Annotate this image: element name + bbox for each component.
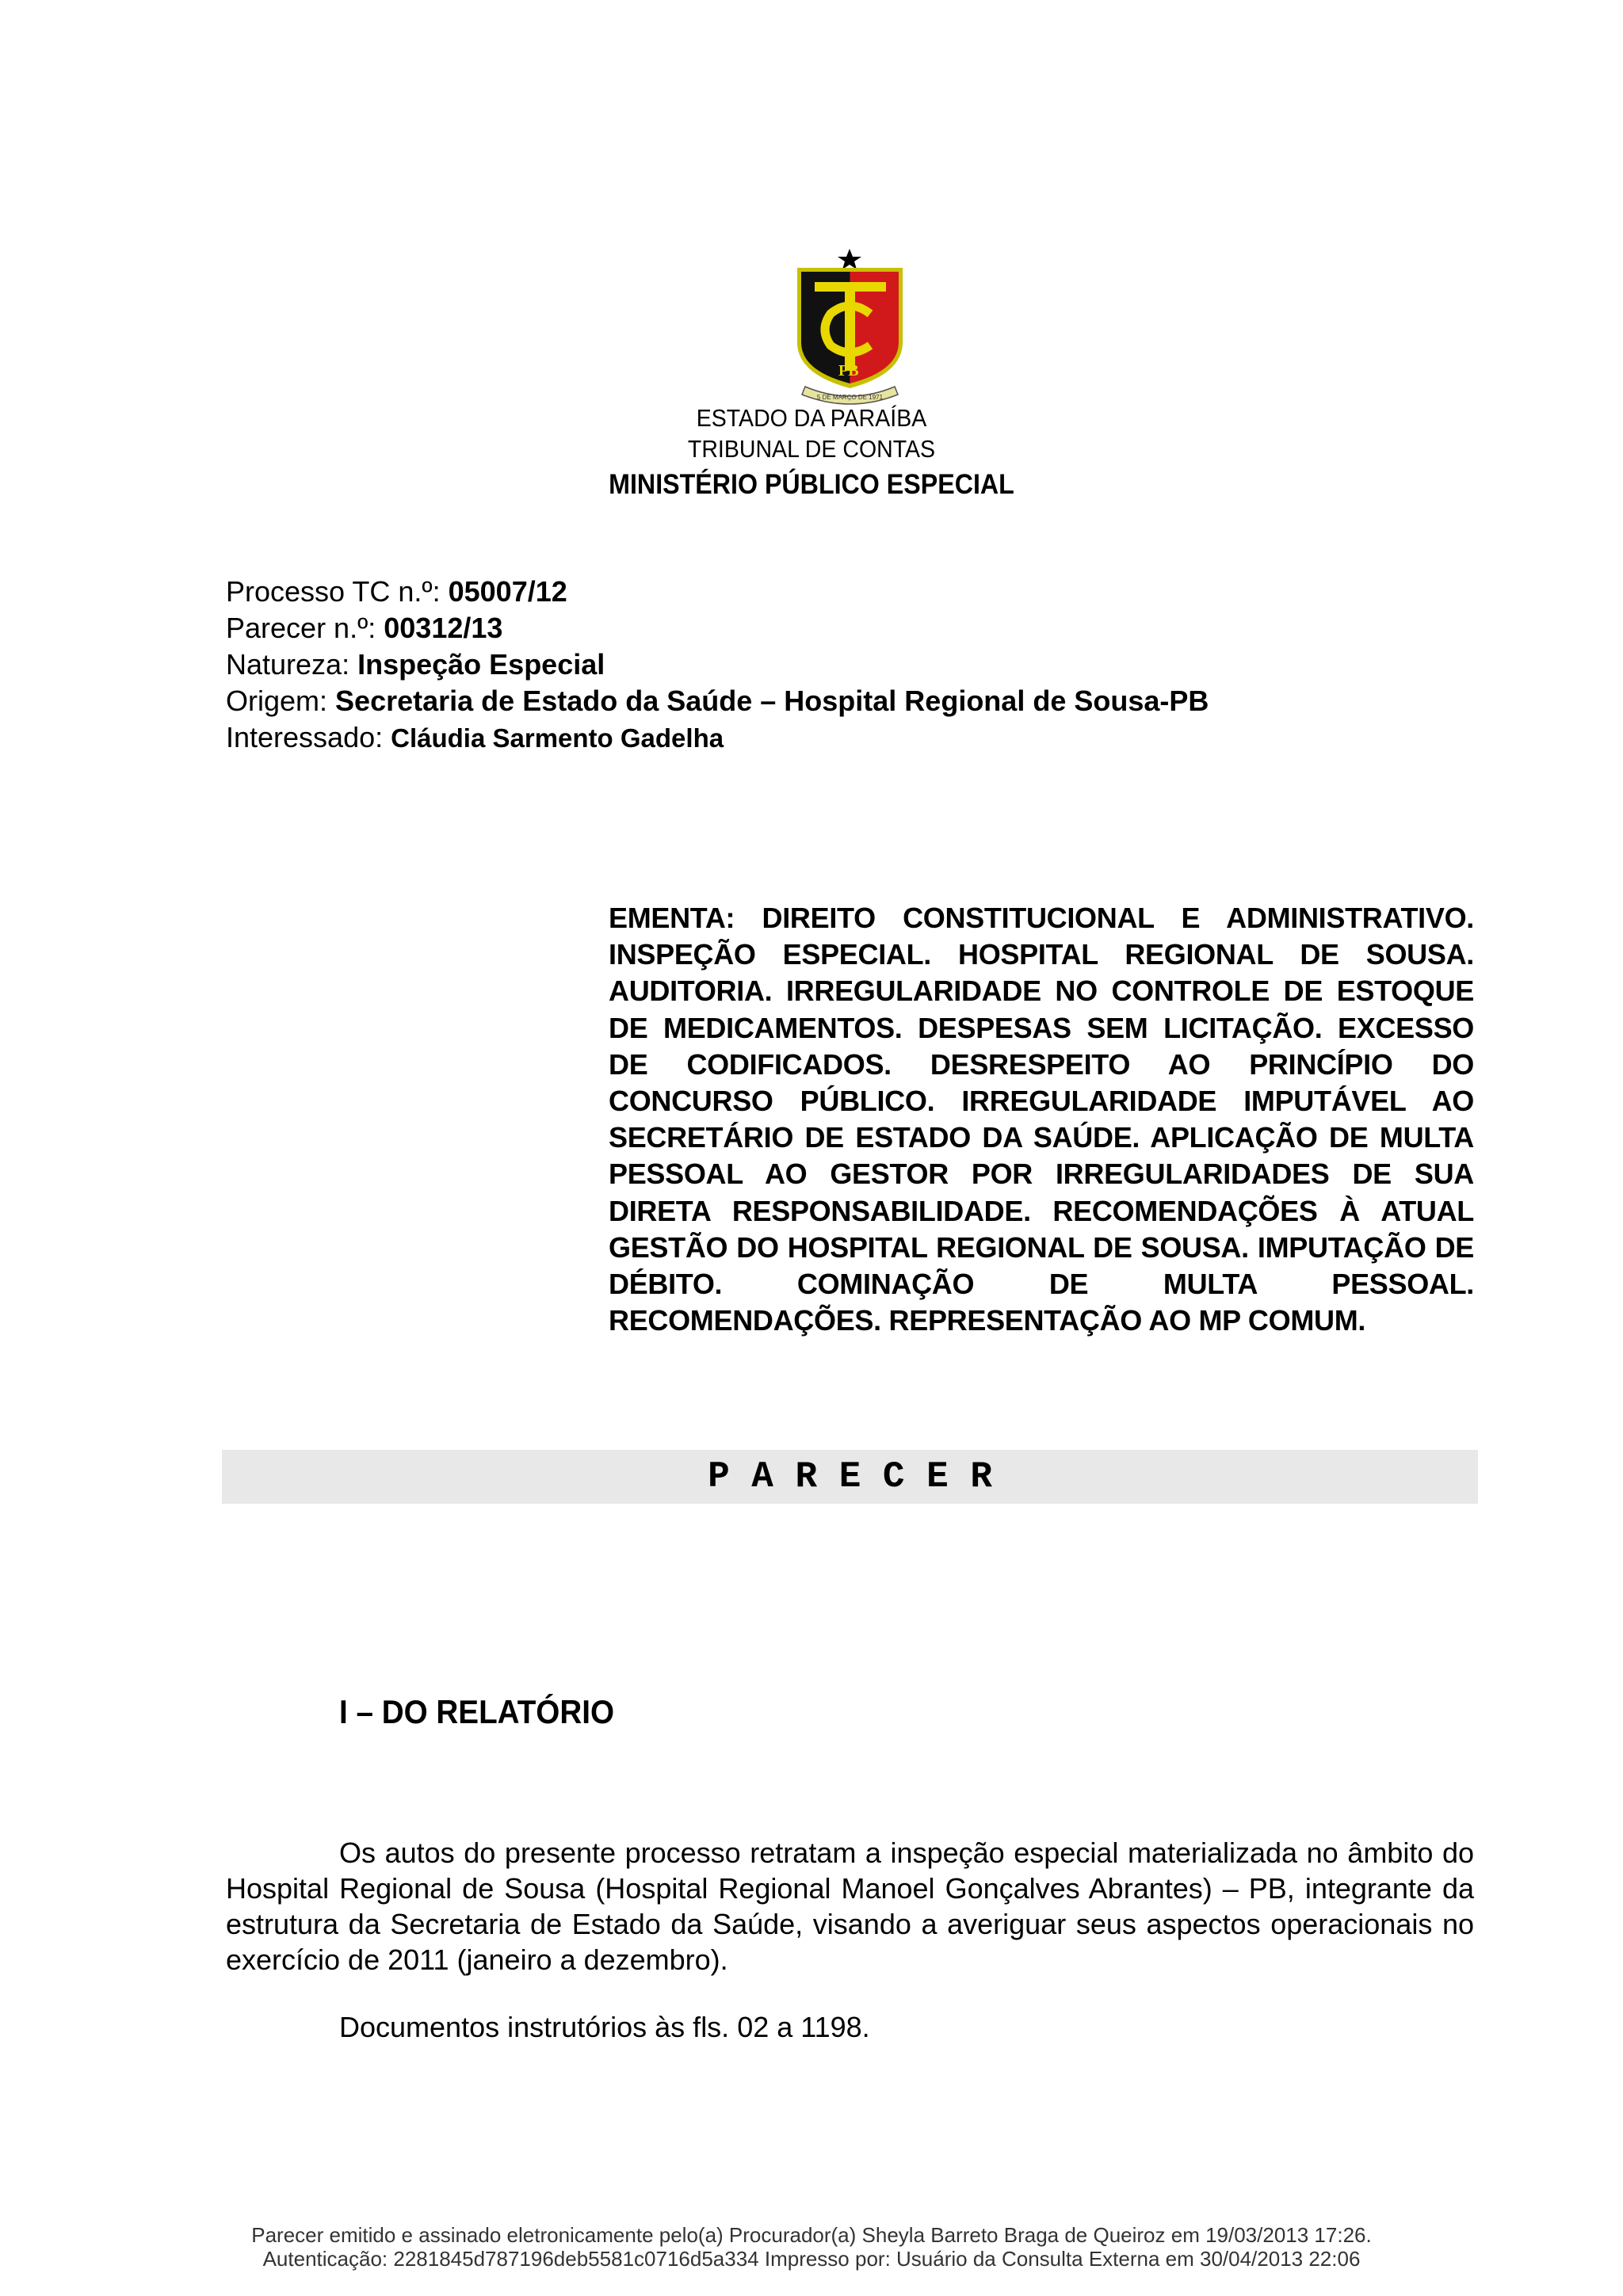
documents-paragraph: Documentos instrutórios às fls. 02 a 1198.	[339, 2011, 870, 2043]
footer-signature-line: Parecer emitido e assinado eletronicamente pelo(a) Procurador(a) Sheyla Barreto Braga de Queiroz em 19/03/2013 17:26.	[251, 2223, 1372, 2247]
origem-value: Secretaria de Estado da Saúde – Hospital Regional de Sousa-PB	[335, 685, 1209, 717]
interessado-label: Interessado:	[226, 721, 384, 753]
processo-row	[226, 574, 1209, 610]
header-state: ESTADO DA PARAÍBA	[696, 404, 927, 432]
parecer-heading: P A R E C E R	[708, 1456, 992, 1497]
report-paragraph: Os autos do presente processo retratam a inspeção especial materializada no âmbito do Hospital Regional de Sousa (Hospital Regional Manoel Gonçalves Abrantes) – PB, integrante da estrutura da Secretaria de Estado da Saúde, visando a averiguar seus aspectos operacionais no exercício de 2011 (janeiro a dezembro).	[226, 1836, 1474, 1976]
crest-motto: 5 DE MARÇO DE 1971	[816, 394, 884, 401]
processo-value: 05007/12	[448, 575, 567, 608]
electronic-signature-footer	[0, 2223, 1623, 2271]
natureza-row	[226, 646, 1209, 683]
process-metadata	[226, 574, 1209, 757]
natureza-label: Natureza:	[226, 648, 350, 681]
parecer-label: Parecer n.º:	[226, 612, 376, 644]
origem-label: Origem:	[226, 685, 328, 717]
section-title-relatorio: I – DO RELATÓRIO	[339, 1693, 615, 1730]
header-tribunal: TRIBUNAL DE CONTAS	[687, 435, 936, 463]
interessado-row	[226, 719, 1209, 757]
processo-label: Processo TC n.º:	[226, 575, 441, 608]
parecer-row	[226, 610, 1209, 646]
tc-pb-crest-logo	[792, 247, 907, 406]
origem-row	[226, 683, 1209, 719]
footer-authentication-line: Autenticação: 2281845d787196deb5581c0716d5a334 Impresso por: Usuário da Consulta Externa em 30/04/2013 22:06	[262, 2247, 1361, 2271]
header-ministerio: MINISTÉRIO PÚBLICO ESPECIAL	[609, 469, 1014, 500]
natureza-value: Inspeção Especial	[357, 648, 605, 681]
interessado-value: Cláudia Sarmento Gadelha	[391, 723, 724, 753]
ementa-summary: EMENTA: DIREITO CONSTITUCIONAL E ADMINISTRATIVO. INSPEÇÃO ESPECIAL. HOSPITAL REGIONAL DE SOUSA. AUDITORIA. IRREGULARIDADE NO CONTROLE DE ESTOQUE DE MEDICAMENTOS. DESPESAS SEM LICITAÇÃO. EXCESSO DE CODIFICADOS. DESRESPEITO AO PRINCÍPIO DO CONCURSO PÚBLICO. IRREGULARIDADE IMPUTÁVEL AO SECRETÁRIO DE ESTADO DA SAÚDE. APLICAÇÃO DE MULTA PESSOAL AO GESTOR POR IRREGULARIDADES DE SUA DIRETA RESPONSABILIDADE. RECOMENDAÇÕES À ATUAL GESTÃO DO HOSPITAL REGIONAL DE SOUSA. IMPUTAÇÃO DE DÉBITO. COMINAÇÃO DE MULTA PESSOAL. RECOMENDAÇÕES. REPRESENTAÇÃO AO MP COMUM.	[609, 902, 1474, 1337]
parecer-value: 00312/13	[384, 612, 503, 644]
svg-text:PB: PB	[838, 362, 859, 379]
